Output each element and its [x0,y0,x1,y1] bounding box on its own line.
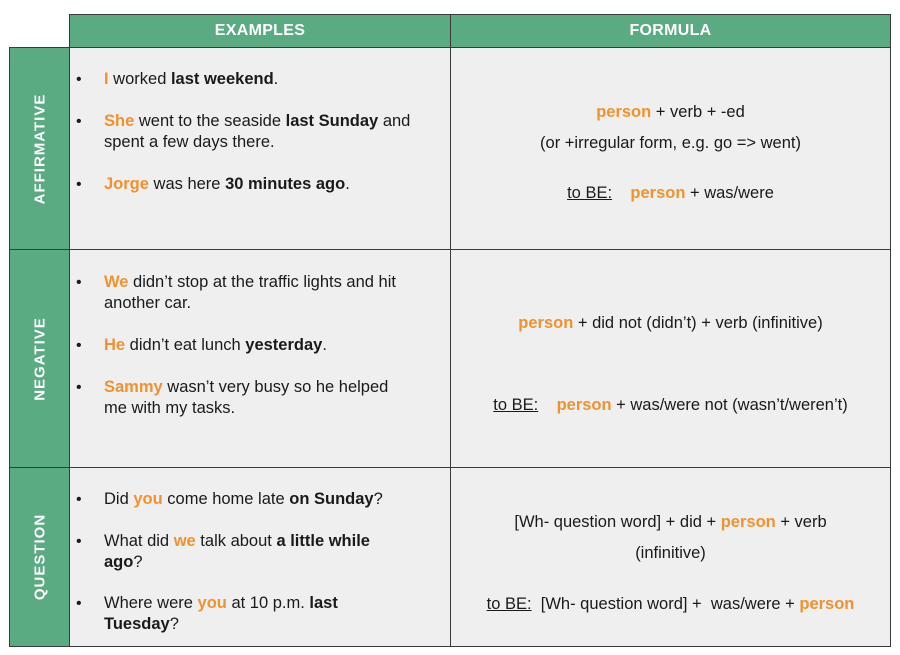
affirmative-formula [450,47,891,250]
text: Did [104,490,134,508]
formula-line [451,396,890,415]
text: . [273,70,279,88]
negative-label: NEGATIVE [31,316,48,401]
subject: We [104,273,129,291]
text: . [322,336,327,354]
subject: you [133,490,163,508]
time-expression: yesterday [245,336,323,354]
time-expression: ago [104,553,134,571]
text: + verb + -ed [651,103,745,121]
formula-line: (infinitive) [635,544,706,562]
subject: Sammy [104,378,163,396]
subject: you [197,594,227,612]
time-expression: Tuesday [104,615,170,633]
text: What did [104,532,174,550]
question-label-cell [9,467,70,647]
to-be-label: to BE: [567,184,613,202]
formula-header-text: FORMULA [629,22,712,39]
person-token: person [518,314,574,332]
text: at 10 p.m. [226,594,310,612]
formula-line [451,513,890,532]
grammar-table [9,14,891,647]
text: + verb [775,513,827,531]
negative-formula [450,249,891,468]
person-token: person [556,396,612,414]
text: . [345,175,350,193]
subject: Jorge [104,175,149,193]
text: spent a few days there. [104,133,275,151]
formula-line [451,595,890,614]
affirmative-examples [69,47,451,250]
question-label: QUESTION [31,513,48,601]
formula-line: (or +irregular form, e.g. go => went) [540,134,801,152]
list-item [104,593,450,635]
person-token: person [630,184,686,202]
text: ? [133,553,143,571]
text: [Wh- question word] + did + [514,513,721,531]
formula-header [450,14,891,48]
text: + was/were not (wasn’t/weren’t) [611,396,848,414]
text: wasn’t very busy so he helped [162,378,389,396]
affirmative-label-cell [9,47,70,250]
text: didn’t stop at the traffic lights and hit [128,273,396,291]
text: another car. [104,294,192,312]
text: me with my tasks. [104,399,236,417]
list-item [104,531,450,573]
examples-header-text: EXAMPLES [214,22,306,39]
negative-label-cell [9,249,70,468]
formula-line [451,314,890,333]
text: + was/were [685,184,774,202]
subject: we [173,532,196,550]
list-item [104,174,450,195]
examples-header [69,14,451,48]
list-item [104,272,450,314]
affirmative-label: AFFIRMATIVE [31,93,48,204]
text: talk about [195,532,277,550]
text: was here [148,175,226,193]
text: [Wh- question word] + was/were + [531,595,800,613]
person-token: person [720,513,776,531]
question-formula [450,467,891,647]
negative-examples [69,249,451,468]
subject: She [104,112,135,130]
time-expression: a little while [276,532,370,550]
text: + did not (didn’t) + verb (infinitive) [573,314,823,332]
time-expression: last weekend [170,70,274,88]
text: Where were [104,594,198,612]
text: come home late [162,490,290,508]
subject: He [104,336,126,354]
time-expression: on Sunday [289,490,374,508]
list-item [104,377,450,419]
to-be-label: to BE: [486,595,532,613]
text: went to the seaside [134,112,286,130]
time-expression: last Sunday [285,112,379,130]
text: worked [108,70,171,88]
person-token: person [799,595,855,613]
formula-line [451,184,890,203]
person-token: person [596,103,652,121]
list-item [104,335,450,356]
time-expression: 30 minutes ago [225,175,346,193]
text: didn’t eat lunch [125,336,246,354]
text: ? [373,490,383,508]
list-item [104,489,450,510]
to-be-label: to BE: [493,396,539,414]
text: ? [169,615,179,633]
text: and [378,112,411,130]
list-item [104,111,450,153]
formula-line [451,103,890,122]
time-expression: last [309,594,338,612]
list-item [104,69,450,90]
question-examples [69,467,451,647]
subject: I [104,70,109,88]
